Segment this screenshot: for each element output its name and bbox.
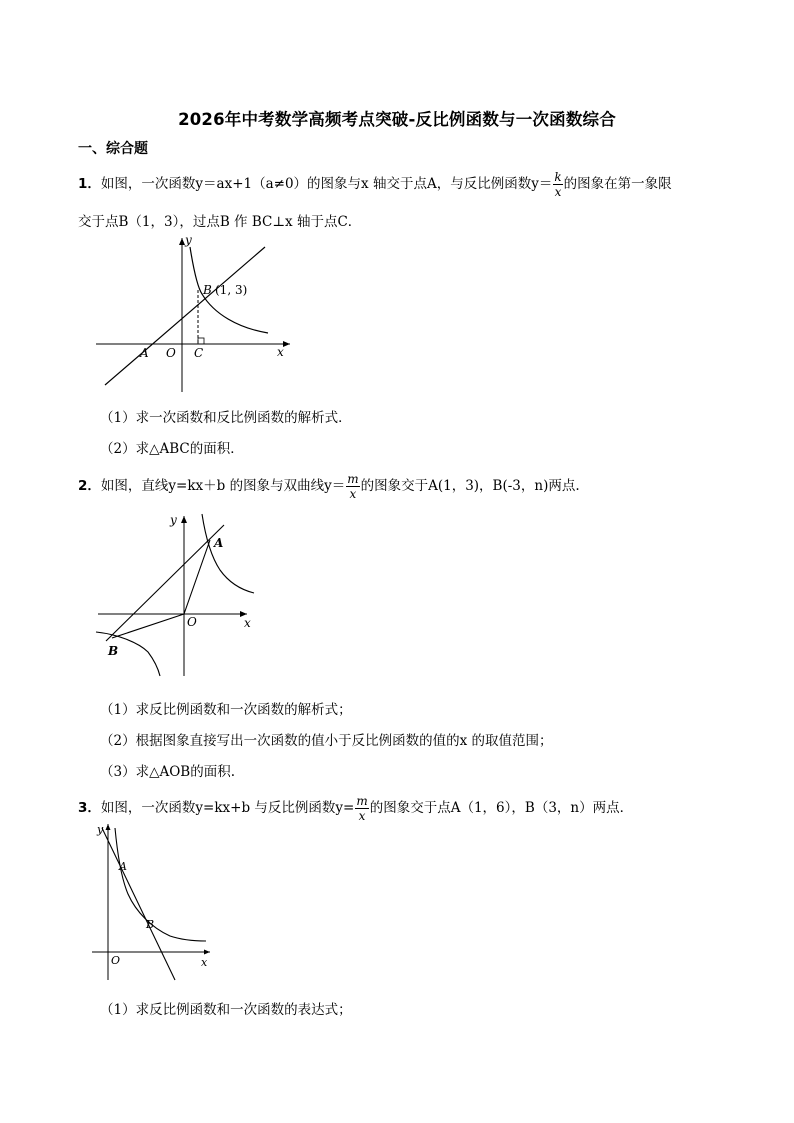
q1-sub-1: （1）求一次函数和反比例函数的解析式． [100, 410, 352, 426]
q3-point-b-label: B [146, 918, 155, 931]
q3-origin-label: O [111, 954, 121, 967]
q3-y-label: y [97, 823, 104, 836]
q2-y-label: y [170, 513, 177, 527]
q2-frac-top: m [347, 472, 359, 486]
q1-frac-top: k [554, 170, 562, 184]
q2-linear-graph [106, 525, 224, 641]
q2-point-b-label: B [108, 644, 119, 658]
q3-point-a-label: A [119, 860, 127, 873]
q3-figure [88, 820, 218, 990]
q3-number: 3． [78, 800, 101, 816]
q2-number: 2． [78, 478, 101, 494]
q2-sub-3: （3）求△AOB的面积. [100, 764, 235, 780]
q1-point-c-label: C [194, 346, 204, 360]
q2-origin-label: O [187, 615, 197, 629]
q3-sub-1: （1）求反比例函数和一次函数的表达式； [100, 1002, 352, 1018]
q3-frac-bottom: x [358, 809, 366, 823]
q1-origin-label: O [166, 346, 176, 360]
q2-x-label: x [244, 616, 251, 630]
q3-x-label: x [201, 956, 208, 969]
q1-right-angle-mark [198, 338, 204, 344]
q3-x-arrow [204, 950, 210, 955]
q1-x-arrow [283, 341, 290, 347]
q1-text-b: 的图象在第一象限 [563, 176, 672, 192]
q2-fraction [346, 472, 359, 501]
q2-sub-2: （2）根据图象直接写出一次函数的值小于反比例函数的值的x 的取值范围； [100, 733, 553, 749]
q1-sub-2: （2）求△ABC的面积． [100, 441, 244, 457]
q3-fraction [355, 794, 368, 823]
q1-frac-bottom: x [554, 185, 562, 199]
q2-hyperbola-q3 [96, 632, 160, 676]
q2-line-1 [78, 472, 580, 501]
q1-line-1 [78, 170, 672, 199]
q2-y-arrow [181, 516, 187, 523]
q1-number: 1． [78, 176, 101, 192]
section-heading: 一、综合题 [78, 141, 148, 157]
q2-point-a-label: A [214, 536, 224, 550]
q1-point-a-label: A [140, 346, 149, 360]
page-title: 2026年中考数学高频考点突破-反比例函数与一次函数综合 [178, 110, 616, 129]
q3-line-1 [78, 794, 633, 823]
q3-y-arrow [106, 824, 111, 830]
q1-text-a: 如图，一次函数y＝ax+1（a≠0）的图象与x 轴交于点A，与反比例函数y＝ [100, 176, 553, 192]
q2-frac-bottom: x [349, 487, 357, 501]
q2-figure [92, 510, 262, 680]
q1-linear-graph [105, 247, 265, 385]
q2-segment-ob [112, 614, 184, 638]
q3-text-b: 的图象交于点A（1，6），B（3，n）两点． [369, 800, 634, 816]
q1-fraction [553, 170, 562, 199]
q2-text-a: 如图，直线y=kx＋b 的图象与双曲线y＝ [100, 478, 346, 494]
q3-text-a: 如图，一次函数y=kx+b 与反比例函数y= [100, 800, 355, 816]
q1-x-label: x [277, 345, 284, 359]
q3-frac-top: m [356, 794, 368, 808]
q1-point-b-coord: (1, 3) [215, 283, 248, 297]
q1-line-2: 交于点B（1，3），过点B 作 BC⊥x 轴于点C． [78, 214, 362, 230]
q2-hyperbola-q1 [202, 514, 254, 593]
q1-point-b-label: B [203, 283, 212, 297]
q1-figure [90, 232, 300, 397]
q1-y-label: y [185, 233, 192, 247]
q2-text-b: 的图象交于A(1，3)，B(-3，n)两点. [360, 478, 580, 494]
q2-sub-1: （1）求反比例函数和一次函数的解析式； [100, 702, 352, 718]
